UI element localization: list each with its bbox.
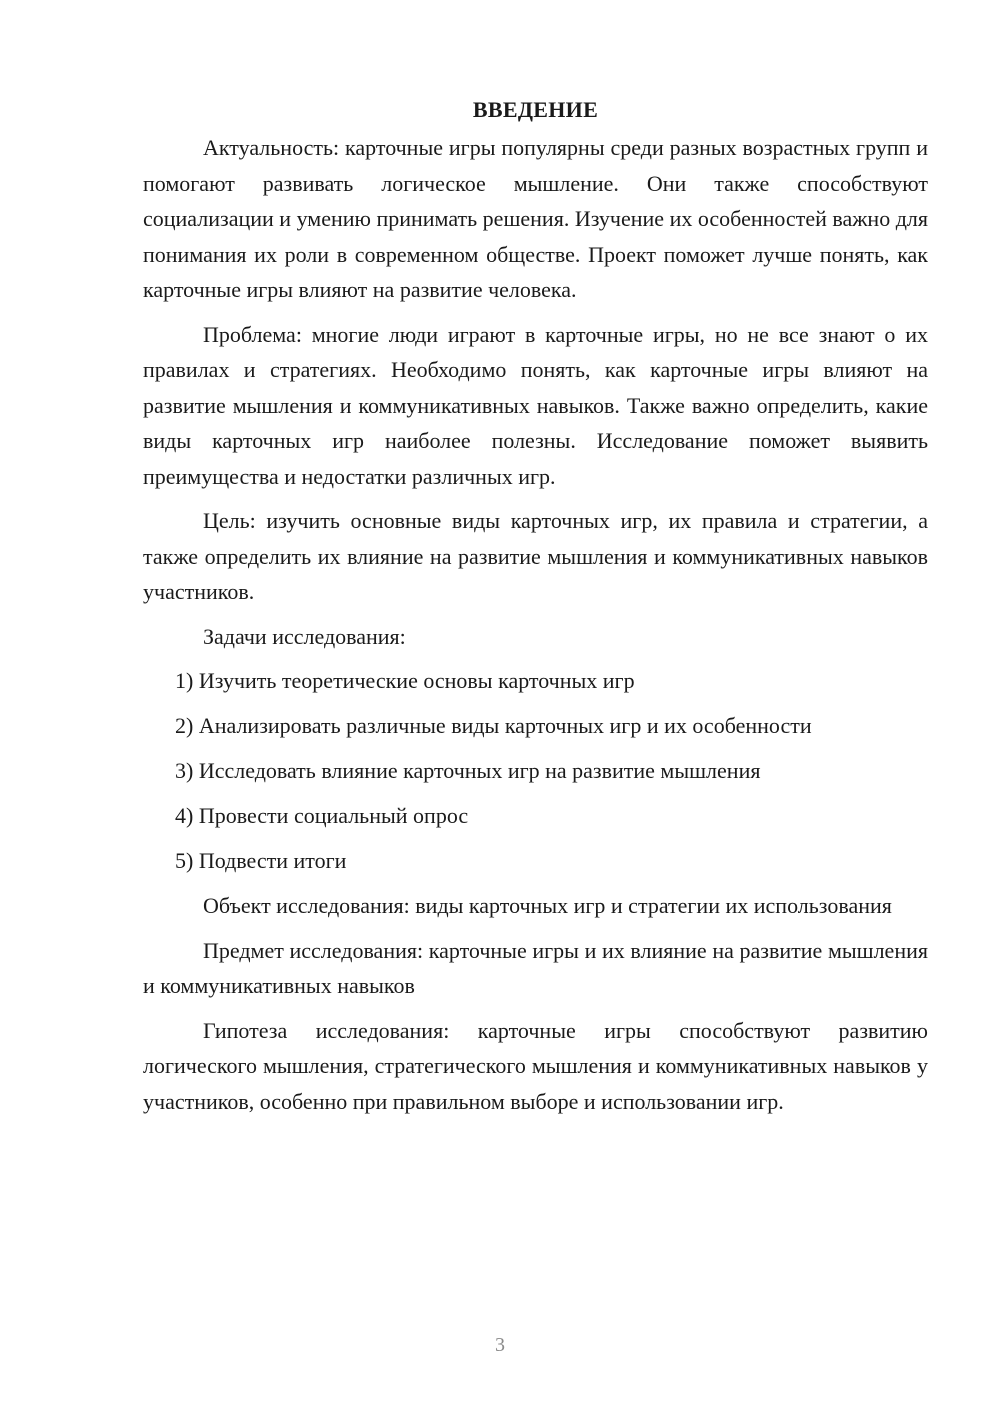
list-item: 2) Анализировать различные виды карточных игр и их особенности bbox=[175, 713, 812, 738]
list-item: 4) Провести социальный опрос bbox=[175, 803, 469, 828]
tasks-list bbox=[143, 663, 928, 879]
page-title: ВВЕДЕНИЕ bbox=[472, 97, 599, 122]
subject-paragraph: Предмет исследования: карточные игры и их влияние на развитие мышления и коммуникативных навыков bbox=[143, 937, 928, 998]
object-paragraph: Объект исследования: виды карточных игр и стратегии их использования bbox=[203, 893, 892, 918]
list-item: 3) Исследовать влияние карточных игр на развитие мышления bbox=[175, 758, 761, 783]
tasks-heading: Задачи исследования: bbox=[203, 623, 406, 649]
goal-paragraph: Цель: изучить основные виды карточных игр, их правила и стратегии, а также определить их влияние на развитие мышления и коммуникативных навыков участников. bbox=[143, 508, 928, 604]
list-item: 5) Подвести итоги bbox=[175, 848, 347, 873]
relevance-paragraph: Актуальность: карточные игры популярны среди разных возрастных групп и помогают развивать логическое мышление. Они также способствуют социализации и умению принимать решения. Изучение их особенностей важно для понимания их роли в современном обществе. Проект поможет лучше понять, как карточные игры влияют на развитие человека. bbox=[143, 135, 928, 302]
hypothesis-paragraph: Гипотеза исследования: карточные игры способствуют развитию логического мышления, стратегического мышления и коммуникативных навыков у участников, особенно при правильном выборе и использовании игр. bbox=[143, 1017, 928, 1114]
problem-paragraph: Проблема: многие люди играют в карточные игры, но не все знают о их правилах и стратегиях. Необходимо понять, как карточные игры влияют на развитие мышления и коммуникативных навыков. Также важно определить, какие виды карточных игр наиболее полезны. Исследование поможет выявить преимущества и недостатки различных игр. bbox=[143, 321, 928, 489]
document-page bbox=[143, 92, 928, 1119]
list-item: 1) Изучить теоретические основы карточных игр bbox=[175, 668, 635, 693]
page-number: 3 bbox=[495, 1334, 505, 1356]
